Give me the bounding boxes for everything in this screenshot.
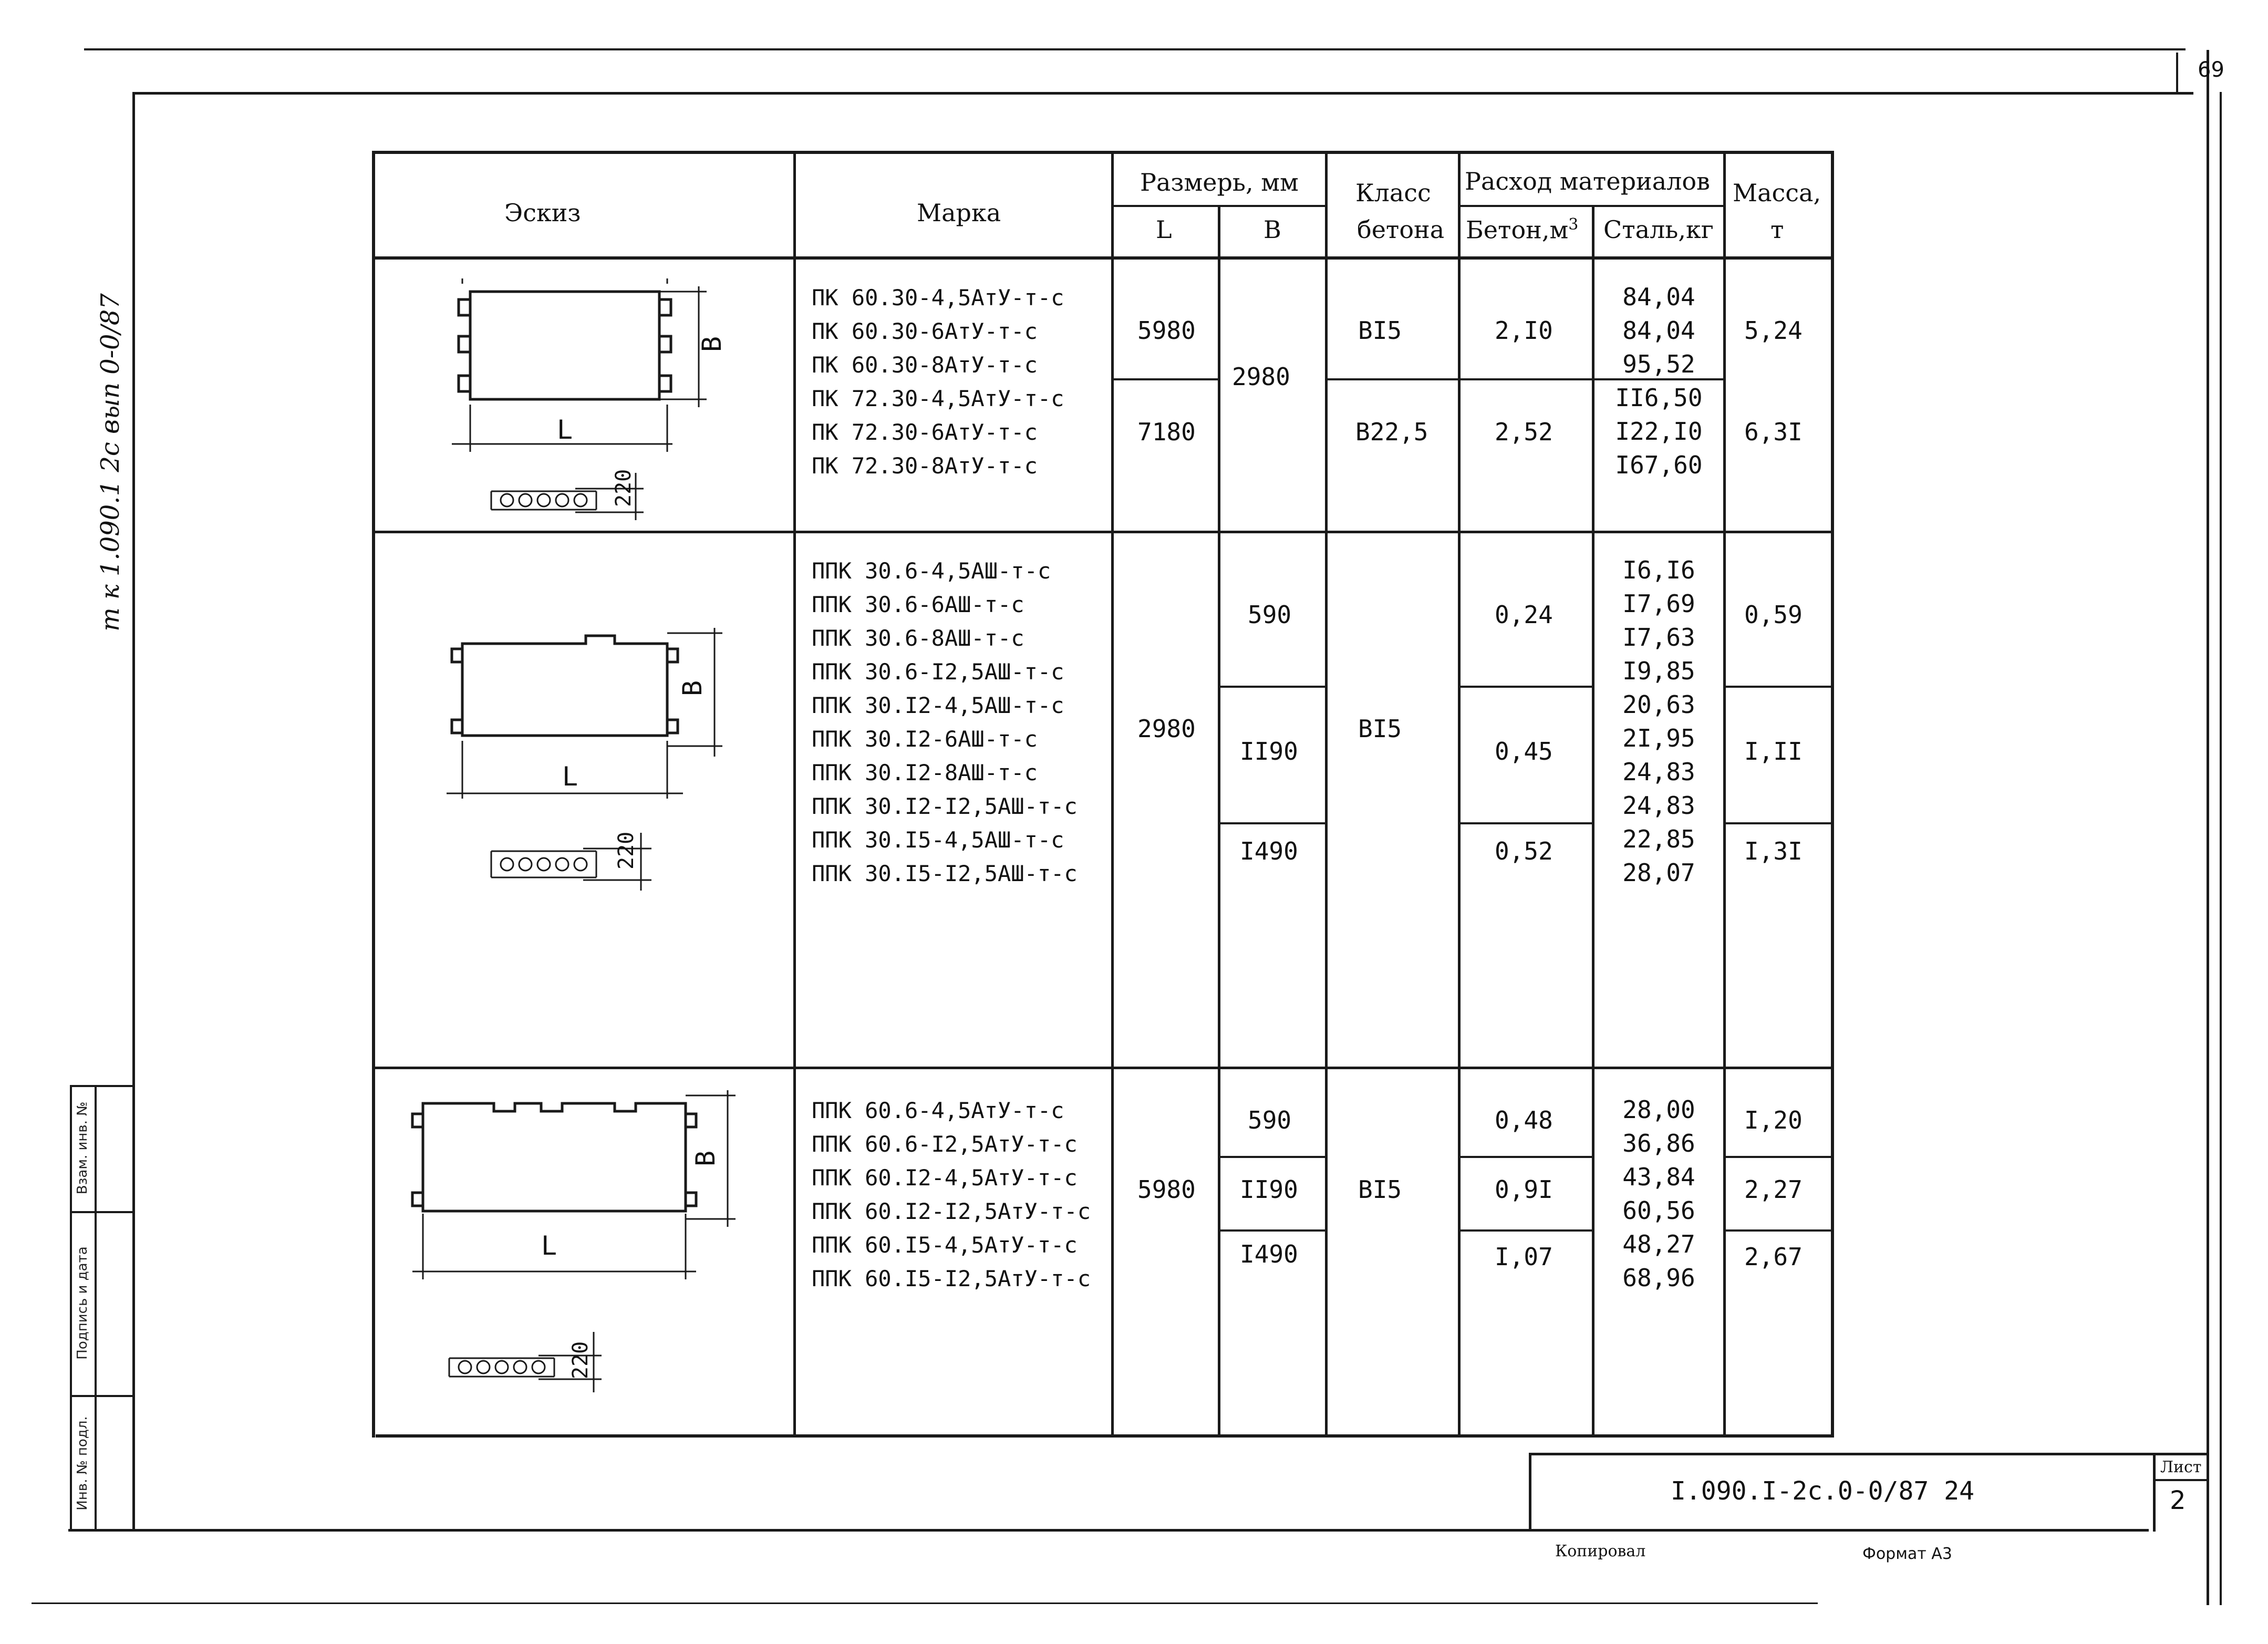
copied-by-label: Копировал xyxy=(1555,1542,1646,1560)
g2-inner2-conc xyxy=(1458,822,1593,824)
g1-class-b: В22,5 xyxy=(1355,418,1428,446)
g2-mark-8: ППК 30.I2-I2,5АШ-т-с xyxy=(812,793,1078,819)
g3-inner2-conc xyxy=(1458,1229,1593,1232)
g2-steel-2: I7,69 xyxy=(1622,590,1695,618)
g1-L-a: 5980 xyxy=(1137,316,1196,345)
g2-concrete-a: 0,24 xyxy=(1495,601,1553,629)
g1-steel-6: I67,60 xyxy=(1615,451,1703,479)
g2-inner1-B xyxy=(1218,686,1327,688)
g1-steel-5: I22,I0 xyxy=(1615,417,1703,446)
g3-inner1-conc xyxy=(1458,1156,1593,1158)
g3-inner1-mass xyxy=(1723,1156,1832,1158)
g2-mark-9: ППК 30.I5-4,5АШ-т-с xyxy=(812,827,1064,853)
g1-mark-1: ПК 60.30-4,5АтУ-т-с xyxy=(812,285,1064,311)
g3-mark-4: ППК 60.I2-I2,5АтУ-т-с xyxy=(812,1198,1091,1224)
g3-mark-6: ППК 60.I5-I2,5АтУ-т-с xyxy=(812,1266,1091,1291)
g2-mark-10: ППК 30.I5-I2,5АШ-т-с xyxy=(812,861,1078,886)
g3-class: ВI5 xyxy=(1358,1175,1402,1204)
g3-B-c: I490 xyxy=(1240,1240,1298,1268)
header-class-1: Класс xyxy=(1355,179,1431,207)
page-number-box-left xyxy=(2176,53,2178,92)
g3-mark-5: ППК 60.I5-4,5АтУ-т-с xyxy=(812,1232,1078,1258)
title-block-sheet-div xyxy=(2153,1479,2208,1481)
g2-mark-4: ППК 30.6-I2,5АШ-т-с xyxy=(812,659,1064,685)
stamp-col-left xyxy=(70,1085,72,1532)
g3-concrete-a: 0,48 xyxy=(1495,1106,1553,1134)
header-concrete-unit-sup: 3 xyxy=(1568,215,1579,234)
g2-inner1-mass xyxy=(1723,686,1832,688)
g2-B-a: 590 xyxy=(1248,601,1292,629)
title-block-top xyxy=(1529,1453,2207,1455)
g2-inner1-conc xyxy=(1458,686,1593,688)
col-class-left xyxy=(1325,151,1328,1438)
col-B-left xyxy=(1218,205,1220,1438)
frame-left xyxy=(132,92,135,1532)
g3-mass-c: 2,67 xyxy=(1744,1243,1803,1271)
stamp-replace-inv: Взам. инв. № xyxy=(75,1101,90,1195)
g1-steel-2: 84,04 xyxy=(1622,316,1695,345)
side-document-code: т к 1.090.1 2с вып 0-0/87 xyxy=(96,293,125,632)
g3-mark-3: ППК 60.I2-4,5АтУ-т-с xyxy=(812,1165,1078,1191)
stamp-col-mid xyxy=(95,1085,97,1532)
document-code: I.090.I-2с.0-0/87 24 xyxy=(1671,1476,1974,1506)
sketch-group1 xyxy=(399,263,778,525)
g3-B-b: II90 xyxy=(1240,1175,1298,1204)
frame-right xyxy=(2207,50,2209,1605)
sketch3-dim-L: L xyxy=(541,1231,557,1261)
g1-mass-a: 5,24 xyxy=(1744,316,1803,345)
g1-mark-2: ПК 60.30-6АтУ-т-с xyxy=(812,318,1038,344)
stamp-top xyxy=(70,1085,133,1087)
g2-L: 2980 xyxy=(1137,715,1196,743)
g1-steel-4: II6,50 xyxy=(1615,384,1703,412)
sheet-number: 2 xyxy=(2170,1486,2186,1515)
g3-mark-1: ППК 60.6-4,5АтУ-т-с xyxy=(812,1098,1064,1123)
header-materials: Расход материалов xyxy=(1465,167,1710,195)
g1-concrete-a: 2,I0 xyxy=(1495,316,1553,345)
g1-steel-1: 84,04 xyxy=(1622,283,1695,311)
sketch-group2 xyxy=(405,620,783,893)
g3-inner2-mass xyxy=(1723,1229,1832,1232)
g2-concrete-c: 0,52 xyxy=(1495,837,1553,865)
g1-L-b: 7180 xyxy=(1137,418,1196,446)
g1-mark-6: ПК 72.30-8АтУ-т-с xyxy=(812,453,1038,479)
g3-concrete-b: 0,9I xyxy=(1495,1175,1553,1204)
g2-mark-7: ППК 30.I2-8АШ-т-с xyxy=(812,760,1038,785)
sketch2-dim-h: 220 xyxy=(614,831,638,870)
g2-mark-1: ППК 30.6-4,5АШ-т-с xyxy=(812,558,1051,584)
table-bottom xyxy=(376,1434,1834,1438)
g3-steel-5: 48,27 xyxy=(1622,1230,1695,1258)
sketch3-dim-B: B xyxy=(690,1150,721,1166)
sketch1-dim-h: 220 xyxy=(612,469,636,507)
title-block-sheet-left xyxy=(2153,1453,2156,1532)
g1-B: 2980 xyxy=(1232,363,1290,391)
g2-steel-10: 28,07 xyxy=(1622,859,1695,887)
g1-mark-4: ПК 72.30-4,5АтУ-т-с xyxy=(812,386,1064,411)
g1-mark-3: ПК 60.30-8АтУ-т-с xyxy=(812,352,1038,378)
g2-B-b: II90 xyxy=(1240,737,1298,766)
g2-steel-4: I9,85 xyxy=(1622,657,1695,685)
sketch1-dim-L: L xyxy=(557,415,573,445)
g2-mark-6: ППК 30.I2-6АШ-т-с xyxy=(812,726,1038,752)
g3-concrete-c: I,07 xyxy=(1495,1243,1553,1271)
g2-steel-7: 24,83 xyxy=(1622,758,1695,786)
header-sketch: Эскиз xyxy=(504,199,581,227)
col-mass-left xyxy=(1723,151,1726,1438)
col-L-left xyxy=(1111,151,1114,1438)
table-right xyxy=(1831,151,1834,1438)
g3-inner1-B xyxy=(1218,1156,1327,1158)
header-mark: Марка xyxy=(917,199,1001,227)
header-B: B xyxy=(1264,215,1281,244)
g3-L: 5980 xyxy=(1137,1175,1196,1204)
g2-mark-5: ППК 30.I2-4,5АШ-т-с xyxy=(812,692,1064,718)
g3-steel-1: 28,00 xyxy=(1622,1095,1695,1124)
col-mark-left xyxy=(793,151,796,1438)
title-block-left xyxy=(1529,1453,1531,1532)
g2-steel-list xyxy=(1594,553,1723,890)
g3-steel-3: 43,84 xyxy=(1622,1163,1695,1191)
page-number: 69 xyxy=(2198,58,2224,82)
g2-steel-9: 22,85 xyxy=(1622,825,1695,853)
g3-steel-4: 60,56 xyxy=(1622,1196,1695,1225)
sketch2-dim-B: B xyxy=(677,680,708,696)
stamp-div2 xyxy=(70,1395,133,1397)
g2-class: ВI5 xyxy=(1358,715,1402,743)
g3-steel-list xyxy=(1594,1093,1723,1295)
stamp-sign-date: Подпись и дата xyxy=(75,1246,90,1360)
g1-mass-b: 6,3I xyxy=(1744,418,1803,446)
sketch3-dim-h: 220 xyxy=(568,1341,593,1379)
table-top xyxy=(372,151,1834,154)
g3-inner2-B xyxy=(1218,1229,1327,1232)
g2-inner2-B xyxy=(1218,822,1327,824)
g2-inner2-mass xyxy=(1723,822,1832,824)
g2-B-c: I490 xyxy=(1240,837,1298,865)
col-concrete-left xyxy=(1458,151,1461,1438)
frame-top xyxy=(134,92,2193,95)
g2-mass-a: 0,59 xyxy=(1744,601,1803,629)
g2-steel-5: 20,63 xyxy=(1622,690,1695,719)
g2-steel-1: I6,I6 xyxy=(1622,556,1695,584)
header-class-2: бетона xyxy=(1357,215,1445,244)
frame-bottom xyxy=(68,1529,2149,1532)
bottom-edge-line xyxy=(32,1602,1818,1604)
g3-mass-b: 2,27 xyxy=(1744,1175,1803,1204)
g3-steel-2: 36,86 xyxy=(1622,1129,1695,1157)
g2-mark-2: ППК 30.6-6АШ-т-с xyxy=(812,592,1024,617)
g1-class-a: ВI5 xyxy=(1358,316,1402,345)
g2-steel-3: I7,63 xyxy=(1622,623,1695,652)
g1-concrete-b: 2,52 xyxy=(1495,418,1553,446)
table-left xyxy=(372,151,375,1438)
g2-steel-8: 24,83 xyxy=(1622,791,1695,820)
header-mass-1: Масса, xyxy=(1733,179,1821,207)
g2-concrete-b: 0,45 xyxy=(1495,737,1553,766)
hdr-sub-line-size xyxy=(1111,205,1327,207)
format-label: Формат А3 xyxy=(1862,1545,1952,1563)
header-concrete-label: Бетон,м xyxy=(1466,215,1569,244)
sheet-label: Лист xyxy=(2160,1458,2202,1476)
g2-mass-c: I,3I xyxy=(1744,837,1803,865)
g1-inner-L xyxy=(1111,378,1219,380)
g3-steel-6: 68,96 xyxy=(1622,1264,1695,1292)
g2-steel-6: 2I,95 xyxy=(1622,724,1695,752)
group2-bottom xyxy=(372,1067,1834,1069)
stamp-div1 xyxy=(70,1211,133,1213)
group1-bottom xyxy=(372,531,1834,533)
hdr-sub-line-mat xyxy=(1458,205,1725,207)
header-steel: Сталь,кг xyxy=(1603,215,1714,244)
frame-right-inner xyxy=(2220,92,2222,1605)
sketch1-dim-B: B xyxy=(697,336,727,352)
stamp-inv-orig: Инв. № подл. xyxy=(75,1416,90,1511)
header-bottom xyxy=(372,256,1834,260)
sketch2-dim-L: L xyxy=(562,761,578,792)
sketch-group3 xyxy=(399,1082,778,1398)
g3-mark-2: ППК 60.6-I2,5АтУ-т-с xyxy=(812,1131,1078,1157)
g1-steel-3: 95,52 xyxy=(1622,350,1695,378)
header-mass-2: т xyxy=(1770,215,1784,244)
g1-steel-list xyxy=(1594,280,1723,482)
g3-mass-a: I,20 xyxy=(1744,1106,1803,1134)
g2-mark-3: ППК 30.6-8АШ-т-с xyxy=(812,625,1024,651)
g2-mass-b: I,II xyxy=(1744,737,1803,766)
header-L: L xyxy=(1156,215,1172,244)
top-edge-line xyxy=(84,48,2186,50)
g3-B-a: 590 xyxy=(1248,1106,1292,1134)
header-size: Размерь, мм xyxy=(1140,168,1299,197)
header-concrete xyxy=(1466,215,1578,244)
g1-mark-5: ПК 72.30-6АтУ-т-с xyxy=(812,419,1038,445)
